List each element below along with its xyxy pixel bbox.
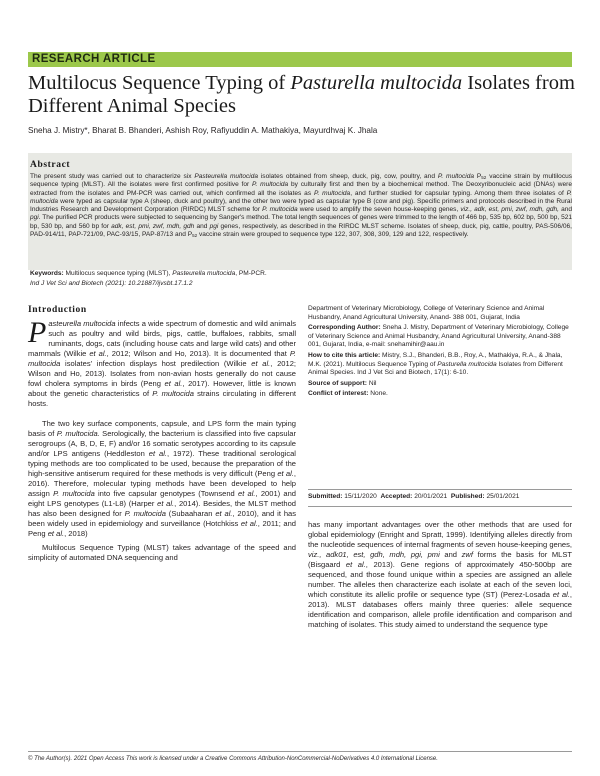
dates-bottom-rule: [308, 506, 572, 507]
conflict-of-interest: Conflict of interest: None.: [308, 390, 388, 398]
introduction-left-column: [28, 316, 297, 563]
submission-dates: Submitted: 15/11/2020 Accepted: 20/01/2021 Published: 25/01/2021: [308, 493, 520, 500]
license-footer: © The Author(s). 2021 Open Access This work is licensed under a Creative Commons Attribution-NonCommercial-NoDerivatives 4.0 International License.: [28, 756, 438, 762]
dates-top-rule: [308, 489, 572, 490]
article-type-label: RESEARCH ARTICLE: [32, 53, 156, 65]
how-to-cite: How to cite this article: Mistry, S.J., Bhanderi, B.B., Roy, A., Mathakiya, R.A., & Jhala, M.K. (2021). Multilocus Sequence Typing of Pasturella multocida Isolates from Different Animal Species. Ind J Vet Sci and Biotech, 17(1): 6-10.: [308, 351, 563, 377]
article-title: Multilocus Sequence Typing of Pasturella multocida Isolates from Different Animal Species: [28, 72, 575, 117]
intro-paragraph-2: The two key surface components, capsule, and LPS form the main typing basis of P. multocida. Serologically, the bacterium is classified into five capsular serogroups (A, B, D, E, F) and/or 16 somatic serotypes according to its capsule and/or LPS antigens (Heddleston et al., 1972). These traditional serological typing methods are too complicated to be used, because the preparation of the high-sensitive antiserum required for these methods is very difficult (Peng et al., 2016). Therefore, molecular typing methods have been developed to help assign P. multocida into five capsular genotypes (Townsend et al., 2001) and eight LPS genotypes (L1-L8) (Harper et al., 2014). Besides, the MLST method has also been designed for P. multocida (Subaaharan et al., 2010), and it has been widely used in epidemiology and surveillance (Hotchkiss et al., 2011; and Peng et al., 2018): [28, 419, 297, 538]
drop-cap: P: [28, 316, 47, 349]
journal-citation-line: Ind J Vet Sci and Biotech (2021): 10.21887/ijvsbt.17.1.2: [30, 280, 193, 287]
intro-paragraph-1: Pasteurella multocida infects a wide spectrum of domestic and wild animals such as poultry and wild birds, pigs, cattle, buffaloes, rabbits, small ruminants, dogs, cats (including house cats and large wild cats) and other mammals (Wilkie et al., 2012; Wilson and Ho, 2013). It is documented that P. multocida isolates' infection displays host predilection (Wilkie et al., 2012; Wilson and Ho, 2013). Isolates from non-avian hosts generally do not cause fowl cholera symptoms in birds (Peng et al., 2017). However, little is known about the genetic characteristics of P. multocida strains circulating in different hosts.: [28, 316, 297, 408]
footer-rule: [28, 751, 572, 752]
abstract-text: The present study was carried out to characterize six Pasteurella multocida isolates obtained from sheep, duck, pig, cow, poultry, and P. multocida $P_{52}$ vaccine strain by multilocus sequence typing (MLST). All the isolates were first confirmed positive for P. multocida by culturally first and then by a biochemical method. The Deoxyribonucleic acid (DNAs) were extracted from the isolates and PM-PCR was carried out, which confirmed all the isolates as P. multocida, and further studied for capsular typing. Among them three isolates of P. multocida were typed as capsular type A (sheep, duck and poultry), and the other two were typed as capsular type B (cow and pig). Specific primers and protocols described in the Rural Industries Research and Development Corporation (RIRDC) MLST scheme for P. multocida were used to amplify the seven house-keeping genes, viz., adk, est, pmi, zwf, mdh, gdh, and pgi. The purified PCR products were subjected to sequencing by Sanger's method. The total length sequences of genes were trimmed to the length of 466 bp, 535 bp, 602 bp, 500 bp, 521 bp, 530 bp, and 560 bp for adk, est, pmi, zwf, mdh, gdh and pgi genes, respectively, as described in the RIRDC MLST scheme. Isolates of sheep, duck, pig, cattle, poultry, PAS-506/06, PAD-914/11, PAP-721/09, PAC-93/15, PAP-87/13 and $P_{52}$ vaccine strain were grouped to sequence type 122, 307, 308, 309, 129 and 122, respectively.: [30, 173, 573, 239]
article-info-block: [308, 305, 572, 401]
introduction-heading: Introduction: [28, 305, 87, 315]
source-of-support: Source of support: Nil: [308, 379, 377, 387]
abstract-heading: Abstract: [30, 160, 71, 170]
corresponding-author: Corresponding Author: Sneha J. Mistry, Department of Veterinary Microbiology, College of Veterinary Science and Animal Husbandry, Anand Agricultural University, Anand-388 001, Gujarat, India, e-mail: snehamihir@aau.in: [308, 324, 569, 349]
intro-right-paragraph: has many important advantages over the other methods that are used for global epidemiology (Enright and Spratt, 1999). Identifying alleles directly from the nucleotide sequences of internal fragments of seven house-keeping genes, viz., adk01, est, gdh, mdh, pgi, pmi and zwf forms the basis for MLST (Bisgaard et al., 2013). Gene regions of approximately 450-500bp are sequenced, and those found unique within a species are assigned an allele number. The alleles then characterize each isolate at each of the seven loci, which constitute its allelic profile or sequence type (ST) (Perez-Losada et al., 2013). MLST databases offers mainly three queries: allele sequence identification and comparison, allele profile identification and comparison and matching of isolates. This study aimed to understand the sequence type: [308, 520, 572, 629]
introduction-right-column: [308, 520, 572, 630]
author-list: Sneha J. Mistry*, Bharat B. Bhanderi, Ashish Roy, Rafiyuddin A. Mathakiya, Mayurdhvaj K. Jhala: [28, 126, 378, 135]
intro-paragraph-3: Multilocus Sequence Typing (MLST) takes advantage of the speed and simplicity of automated DNA sequencing and: [28, 543, 296, 562]
keywords: Keywords: Multilocus sequence typing (MLST), Pasteurella multocida, PM-PCR.: [30, 270, 267, 277]
affiliation: Department of Veterinary Microbiology, College of Veterinary Science and Animal Husbandry, Anand Agricultural University, Anand- 388 001, Gujarat, India: [308, 305, 545, 321]
